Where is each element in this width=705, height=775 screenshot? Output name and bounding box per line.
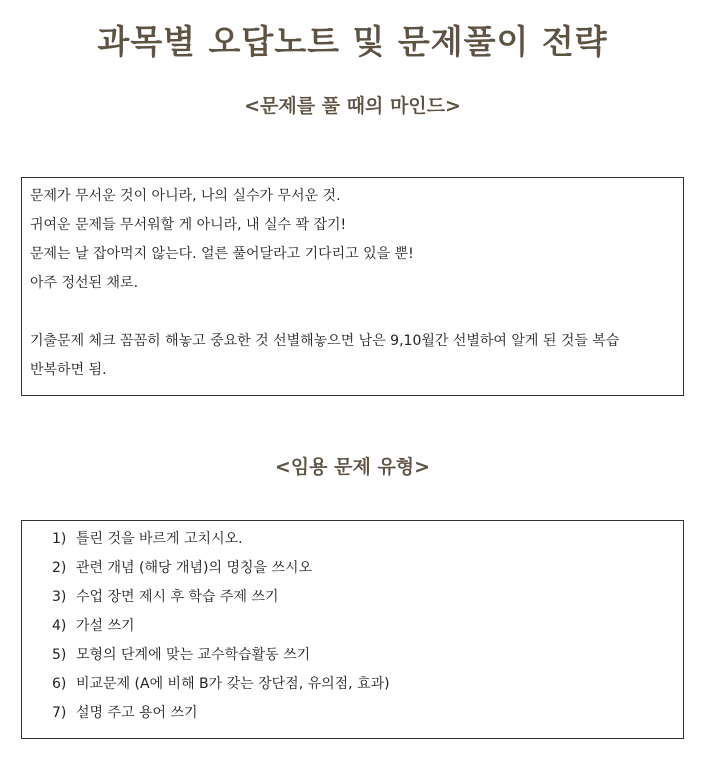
types-heading: <임용 문제 유형>	[274, 456, 431, 478]
item-number: 5)	[52, 647, 67, 663]
mindset-line: 귀여운 문제들 무서워할 게 아니라, 내 실수 꽉 잡기!	[30, 217, 347, 233]
list-item	[30, 525, 675, 554]
item-number: 2)	[52, 560, 67, 576]
mindset-line: 문제는 날 잡아먹지 않는다. 얼른 풀어달라고 기다리고 있을 뿐!	[30, 246, 414, 262]
list-item	[30, 641, 675, 670]
item-number: 4)	[52, 618, 67, 634]
list-item	[30, 670, 675, 699]
item-number: 6)	[52, 676, 67, 692]
mindset-paragraph: 기출문제 체크 꼼꼼히 해놓고 중요한 것 선별해놓으면 남은 9,10월간 선별하여 알게 된 것들 복습 반복하면 됨.	[30, 333, 620, 378]
types-list	[30, 525, 675, 728]
item-text: 비교문제 (A에 비해 B가 갖는 장단점, 유의점, 효과)	[76, 676, 390, 692]
item-text: 모형의 단계에 맞는 교수학습활동 쓰기	[76, 647, 311, 663]
item-text: 틀린 것을 바르게 고치시오.	[76, 531, 243, 547]
list-item	[30, 583, 675, 612]
mindset-line: 문제가 무서운 것이 아니라, 나의 실수가 무서운 것.	[30, 188, 341, 204]
list-item	[30, 699, 675, 728]
mindset-heading: <문제를 풀 때의 마인드>	[244, 95, 461, 117]
page-title: 과목별 오답노트 및 문제풀이 전략	[97, 22, 608, 61]
mindset-line: 아주 정선된 채로.	[30, 275, 139, 291]
item-text: 가설 쓰기	[76, 618, 135, 634]
item-number: 1)	[52, 531, 67, 547]
list-item	[30, 612, 675, 641]
mindset-box	[21, 177, 684, 396]
item-text: 설명 주고 용어 쓰기	[76, 705, 198, 721]
item-text: 관련 개념 (해당 개념)의 명칭을 쓰시오	[76, 560, 313, 576]
types-box	[21, 520, 684, 739]
blank-line	[30, 298, 675, 327]
item-number: 7)	[52, 705, 67, 721]
item-text: 수업 장면 제시 후 학습 주제 쓰기	[76, 589, 279, 605]
list-item	[30, 554, 675, 583]
item-number: 3)	[52, 589, 67, 605]
